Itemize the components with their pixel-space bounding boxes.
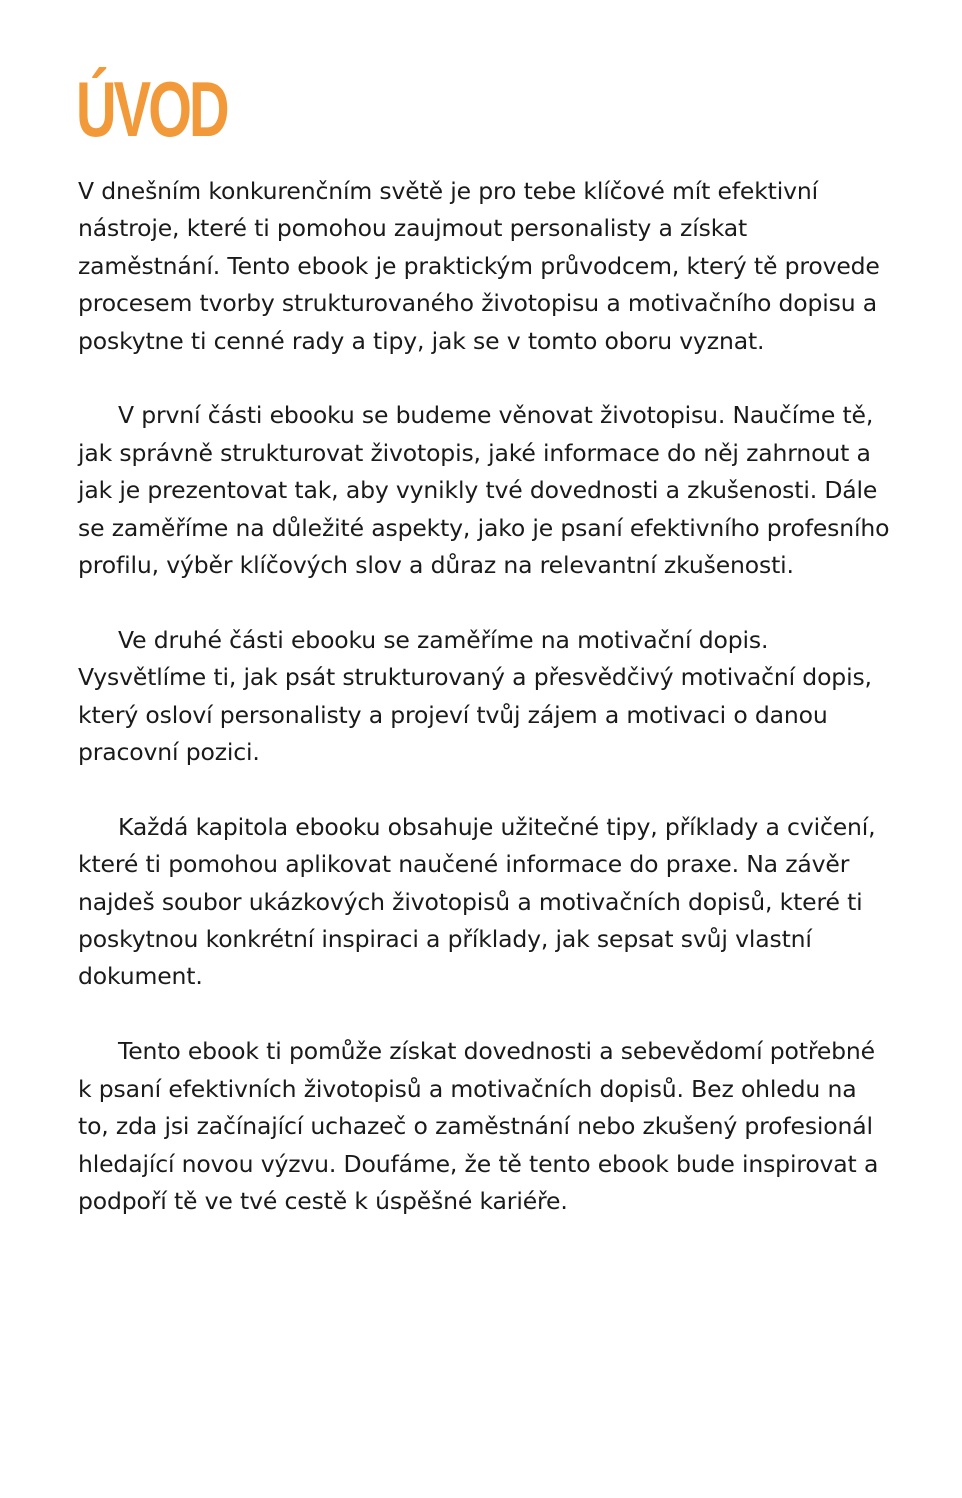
paragraph-cover-letter-part: Ve druhé části ebooku se zaměříme na motivační dopis. Vysvětlíme ti, jak psát strukturovaný a přesvědčivý motivační dopis, který osloví personalisty a projeví tvůj zájem a motivaci o danou pracovní pozici. [78, 625, 872, 767]
section-title: ÚVOD [76, 65, 227, 153]
paragraph-chapters: Každá kapitola ebooku obsahuje užitečné tipy, příklady a cvičení, které ti pomohou aplikovat naučené informace do praxe. Na závěr najdeš soubor ukázkových životopisů a motivačních dopisů, které ti poskytnou konkrétní inspiraci a příklady, jak sepsat svůj vlastní dokument. [78, 812, 876, 991]
paragraph-intro: V dnešním konkurenčním světě je pro tebe klíčové mít efektivní nástroje, které ti pomohou zaujmout personalisty a získat zaměstnání. Tento ebook je praktickým průvodcem, který tě provede procesem tvorby strukturovaného životopisu a motivačního dopisu a poskytne ti cenné rady a tipy, jak se v tomto oboru vyznat. [78, 177, 880, 355]
paragraph-cv-part: V první části ebooku se budeme věnovat životopisu. Naučíme tě, jak správně strukturovat životopis, jaké informace do něj zahrnout a jak je prezentovat tak, aby vynikly tvé dovednosti a zkušenosti. Dále se zaměříme na důležité aspekty, jako je psaní efektivního profesního profilu, výběr klíčových slov a důraz na relevantní zkušenosti. [78, 401, 890, 580]
paragraph-conclusion: Tento ebook ti pomůže získat dovednosti a sebevědomí potřebné k psaní efektivních životopisů a motivačních dopisů. Bez ohledu na to, zda jsi začínající uchazeč o zaměstnání nebo zkušený profesionál hledající novou výzvu. Doufáme, že tě tento ebook bude inspirovat a podpoří tě ve tvé cestě k úspěšné kariéře. [78, 1037, 879, 1215]
body-text [78, 173, 893, 1258]
